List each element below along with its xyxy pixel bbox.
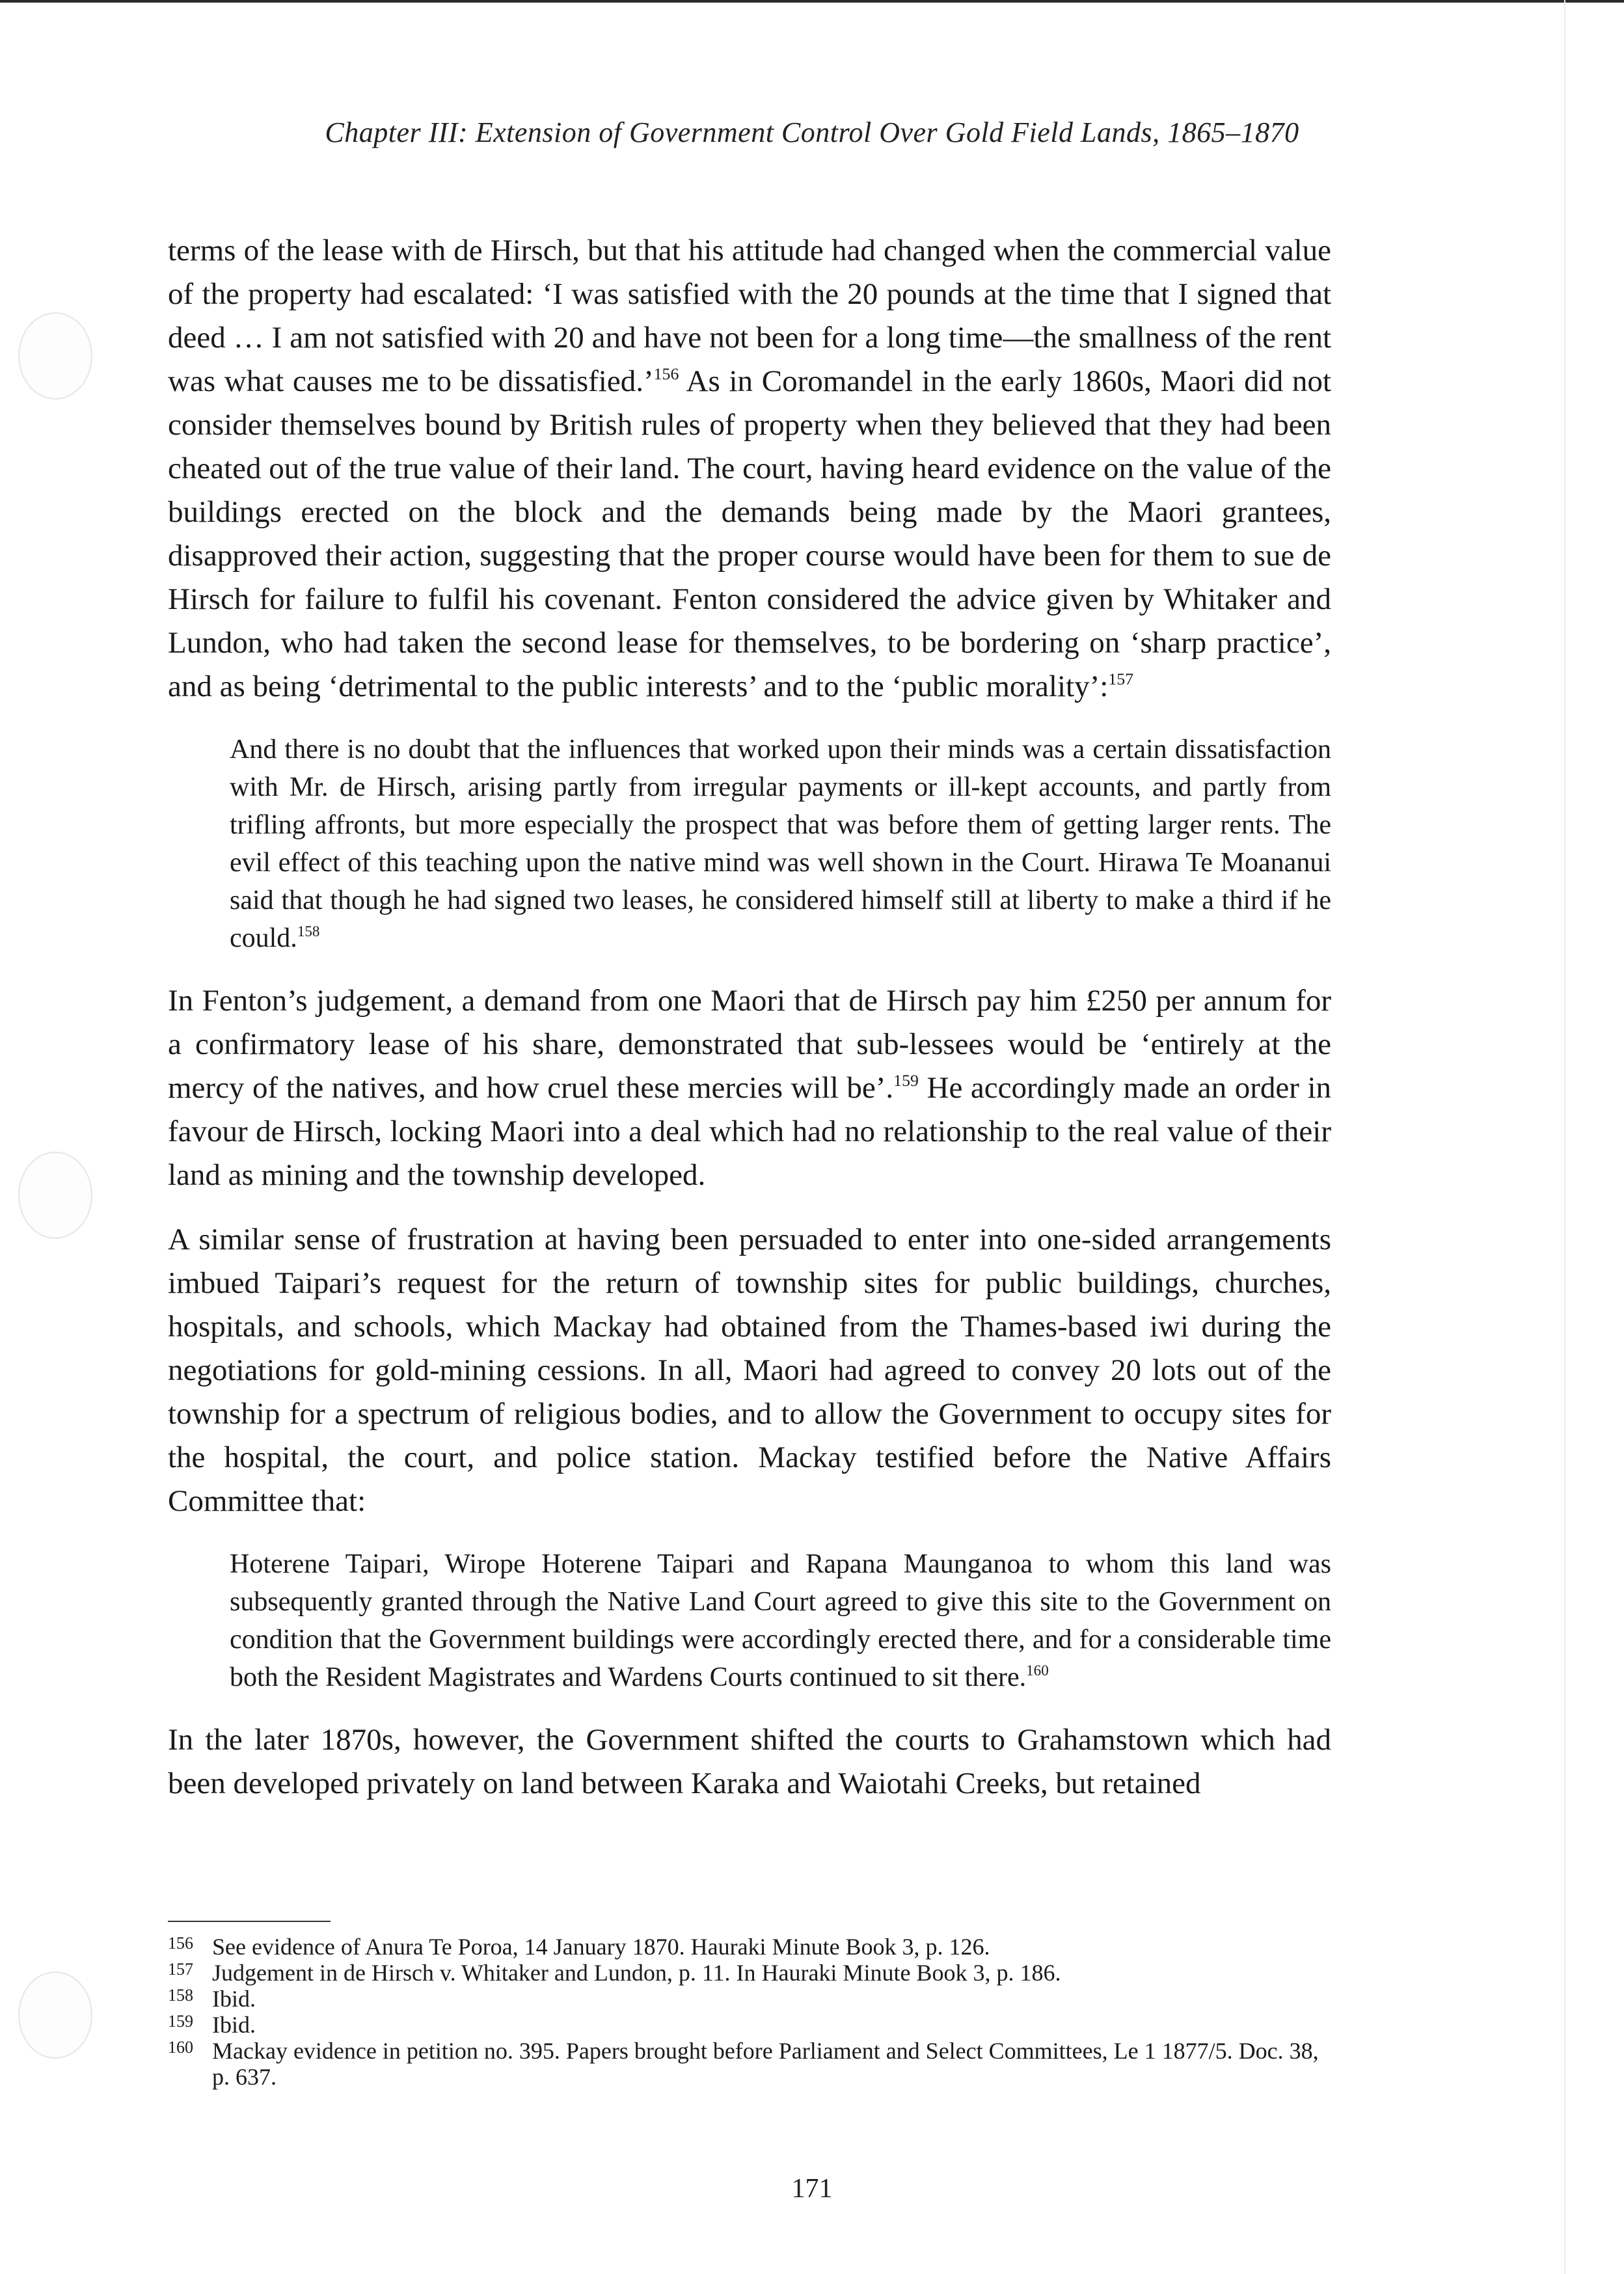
footnote-ref[interactable]: 159 <box>893 1070 919 1090</box>
footnote-number: 160 <box>168 2038 193 2057</box>
paragraph-text: In the later 1870s, however, the Government shifted the courts to Grahamstown which had been developed privately on land between Karaka and Waiotahi Creeks, but retained <box>168 1723 1331 1800</box>
footnote <box>168 2012 1331 2038</box>
body-paragraph <box>168 229 1331 709</box>
footnote <box>168 1986 1331 2012</box>
punch-hole <box>18 1152 92 1239</box>
footnote-number: 158 <box>168 1986 193 2005</box>
footnote-number: 156 <box>168 1934 193 1953</box>
footnote-number: 157 <box>168 1960 193 1979</box>
paragraph-text: A similar sense of frustration at having been persuaded to enter into one-sided arrangements imbued Taipari’s request for the return of township sites for public buildings, churches, hospitals, and schools, which Mackay had obtained from the Thames-based iwi during the negotiations for gold-mining cessions. In all, Maori had agreed to convey 20 lots out of the township for a spectrum of religious bodies, and to allow the Government to occupy sites for the hospital, the court, and police station. Mackay testified before the Native Affairs Committee that: <box>168 1223 1331 1518</box>
quote-text: Hoterene Taipari, Wirope Hoterene Taipari and Rapana Maunganoa to whom this land was subsequently granted through the Native Land Court agreed to give this site to the Government on condition that the Government buildings were accordingly erected there, and for a considerable time both the Resident Magistrates and Wardens Courts continued to sit there. <box>230 1549 1331 1692</box>
page-number: 171 <box>791 2174 833 2204</box>
punch-hole <box>18 312 92 399</box>
paragraph-text: terms of the lease with de Hirsch, but that his attitude had changed when the commercial value of the property had escalated: ‘I was satisfied with the 20 pounds at the time that I signed that deed … I am not satisfied with 20 and have not been for a long time—the smallness of the rent was what causes me to be dissatisfied.’ <box>168 234 1331 398</box>
footnote-ref[interactable]: 156 <box>653 364 679 383</box>
body-paragraph <box>168 1218 1331 1523</box>
paragraph-text: In Fenton’s judgement, a demand from one Maori that de Hirsch pay him £250 per annum for a confirmatory lease of his share, demonstrated that sub-lessees would be ‘entirely at the mercy of the natives, and how cruel these mercies will be’. <box>168 984 1331 1105</box>
footnote-text: Mackay evidence in petition no. 395. Papers brought before Parliament and Select Committees, Le 1 1877/5. Doc. 38, p. 637. <box>212 2038 1319 2090</box>
footnote-rule <box>168 1921 331 1922</box>
footnote-text: Ibid. <box>212 1986 256 2012</box>
punch-hole <box>18 1971 92 2059</box>
footnote-text: Ibid. <box>212 2012 256 2038</box>
main-text <box>168 229 1331 1806</box>
footnote-text: See evidence of Anura Te Poroa, 14 January 1870. Hauraki Minute Book 3, p. 126. <box>212 1934 990 1960</box>
paragraph-text: As in Coromandel in the early 1860s, Maori did not consider themselves bound by British rules of property when they believed that they had been cheated out of the true value of their land. The court, having heard evidence on the value of the buildings erected on the block and the demands being made by the Maori grantees, disapproved their action, suggesting that the proper course would have been for them to sue de Hirsch for failure to fulfil his covenant. Fenton considered the advice given by Whitaker and Lundon, who had taken the second lease for themselves, to be bordering on ‘sharp practice’, and as being ‘detrimental to the public interests’ and to the ‘public morality’: <box>168 364 1331 703</box>
paragraph-text: He accordingly made an order in favour de Hirsch, locking Maori into a deal which had no relationship to the real value of their land as mining and the township developed. <box>168 1071 1332 1192</box>
footnote-number: 159 <box>168 2012 193 2031</box>
quote-text: And there is no doubt that the influences that worked upon their minds was a certain dissatisfaction with Mr. de Hirsch, arising partly from irregular payments or ill-kept accounts, and partly from trifling affronts, but more especially the prospect that was before them of getting larger rents. The evil effect of this teaching upon the native mind was well shown in the Court. Hirawa Te Moananui said that though he had signed two leases, he considered himself still at liberty to make a third if he could. <box>230 735 1331 953</box>
page-top-edge <box>0 0 1624 3</box>
block-quote <box>230 1545 1331 1696</box>
block-quote <box>230 731 1331 957</box>
footnote <box>168 1960 1331 1986</box>
footnotes <box>168 1934 1331 2090</box>
running-header: Chapter III: Extension of Government Control Over Gold Field Lands, 1865–1870 <box>325 116 1299 148</box>
body-paragraph <box>168 1718 1331 1806</box>
footnote-ref[interactable]: 160 <box>1026 1661 1049 1679</box>
footnote-ref[interactable]: 158 <box>297 922 320 940</box>
footnote <box>168 2038 1331 2090</box>
body-paragraph <box>168 979 1331 1197</box>
footnote-text: Judgement in de Hirsch v. Whitaker and Lundon, p. 11. In Hauraki Minute Book 3, p. 186. <box>212 1960 1061 1986</box>
footnote <box>168 1934 1331 1960</box>
page-right-edge <box>1564 0 1565 2274</box>
footnote-ref[interactable]: 157 <box>1108 669 1134 688</box>
